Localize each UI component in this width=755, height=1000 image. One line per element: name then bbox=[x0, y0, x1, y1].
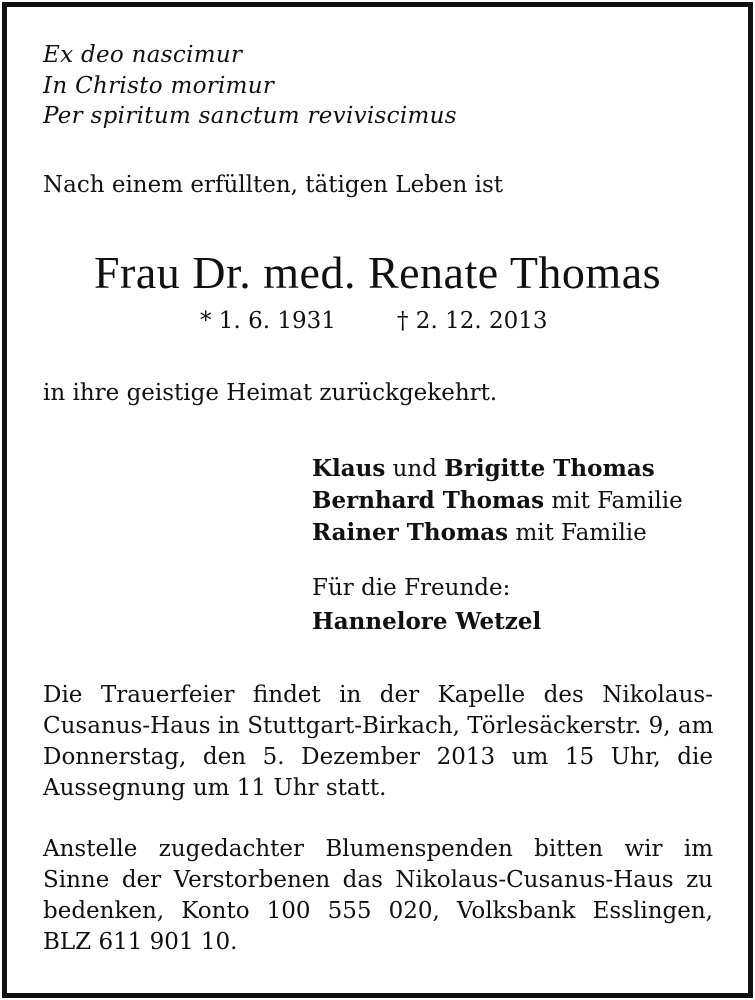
family-joiner: und bbox=[385, 456, 445, 482]
paragraph-line: Sinne der Verstorbenen das Nikolaus-Cusanus-Haus zu bbox=[43, 867, 713, 893]
ceremony-paragraph bbox=[43, 680, 713, 804]
paragraph-line: Cusanus-Haus in Stuttgart-Birkach, Törlesäckerstr. 9, am bbox=[43, 713, 714, 739]
motto-line: In Christo morimur bbox=[43, 72, 275, 99]
family-line bbox=[312, 485, 683, 517]
death-date: † 2. 12. 2013 bbox=[397, 308, 548, 334]
paragraph-line: Anstelle zugedachter Blumenspenden bitten wir im bbox=[43, 836, 713, 862]
family-suffix: mit Familie bbox=[508, 520, 647, 546]
friends-name: Hannelore Wetzel bbox=[312, 608, 542, 635]
family-name: Rainer Thomas bbox=[312, 519, 509, 546]
paragraph-line: bedenken, Konto 100 555 020, Volksbank Esslingen, bbox=[43, 898, 713, 924]
returned-text: in ihre geistige Heimat zurückgekehrt. bbox=[43, 380, 498, 406]
family-line bbox=[312, 453, 683, 485]
paragraph-line: BLZ 611 901 10. bbox=[43, 929, 238, 955]
family-name: Klaus bbox=[312, 455, 386, 482]
donation-paragraph bbox=[43, 834, 713, 958]
birth-date: * 1. 6. 1931 bbox=[200, 308, 336, 334]
family-line bbox=[312, 517, 683, 549]
family-name: Bernhard Thomas bbox=[312, 487, 545, 514]
family-name: Brigitte Thomas bbox=[444, 455, 655, 482]
paragraph-line: Die Trauerfeier findet in der Kapelle des Nikolaus- bbox=[43, 682, 713, 708]
motto-line: Ex deo nascimur bbox=[43, 42, 243, 68]
friends-label: Für die Freunde: bbox=[312, 575, 511, 601]
motto-line: Per spiritum sanctum reviviscimus bbox=[43, 103, 457, 129]
family-suffix: mit Familie bbox=[544, 488, 683, 514]
intro-text: Nach einem erfüllten, tätigen Leben ist bbox=[43, 172, 504, 198]
paragraph-line: Donnerstag, den 5. Dezember 2013 um 15 Uhr, die bbox=[43, 744, 713, 770]
friends-signature bbox=[312, 572, 541, 639]
deceased-name: Frau Dr. med. Renate Thomas bbox=[93, 247, 662, 298]
paragraph-line: Aussegnung um 11 Uhr statt. bbox=[43, 775, 387, 801]
latin-motto bbox=[43, 40, 457, 132]
family-signatures bbox=[312, 453, 683, 549]
